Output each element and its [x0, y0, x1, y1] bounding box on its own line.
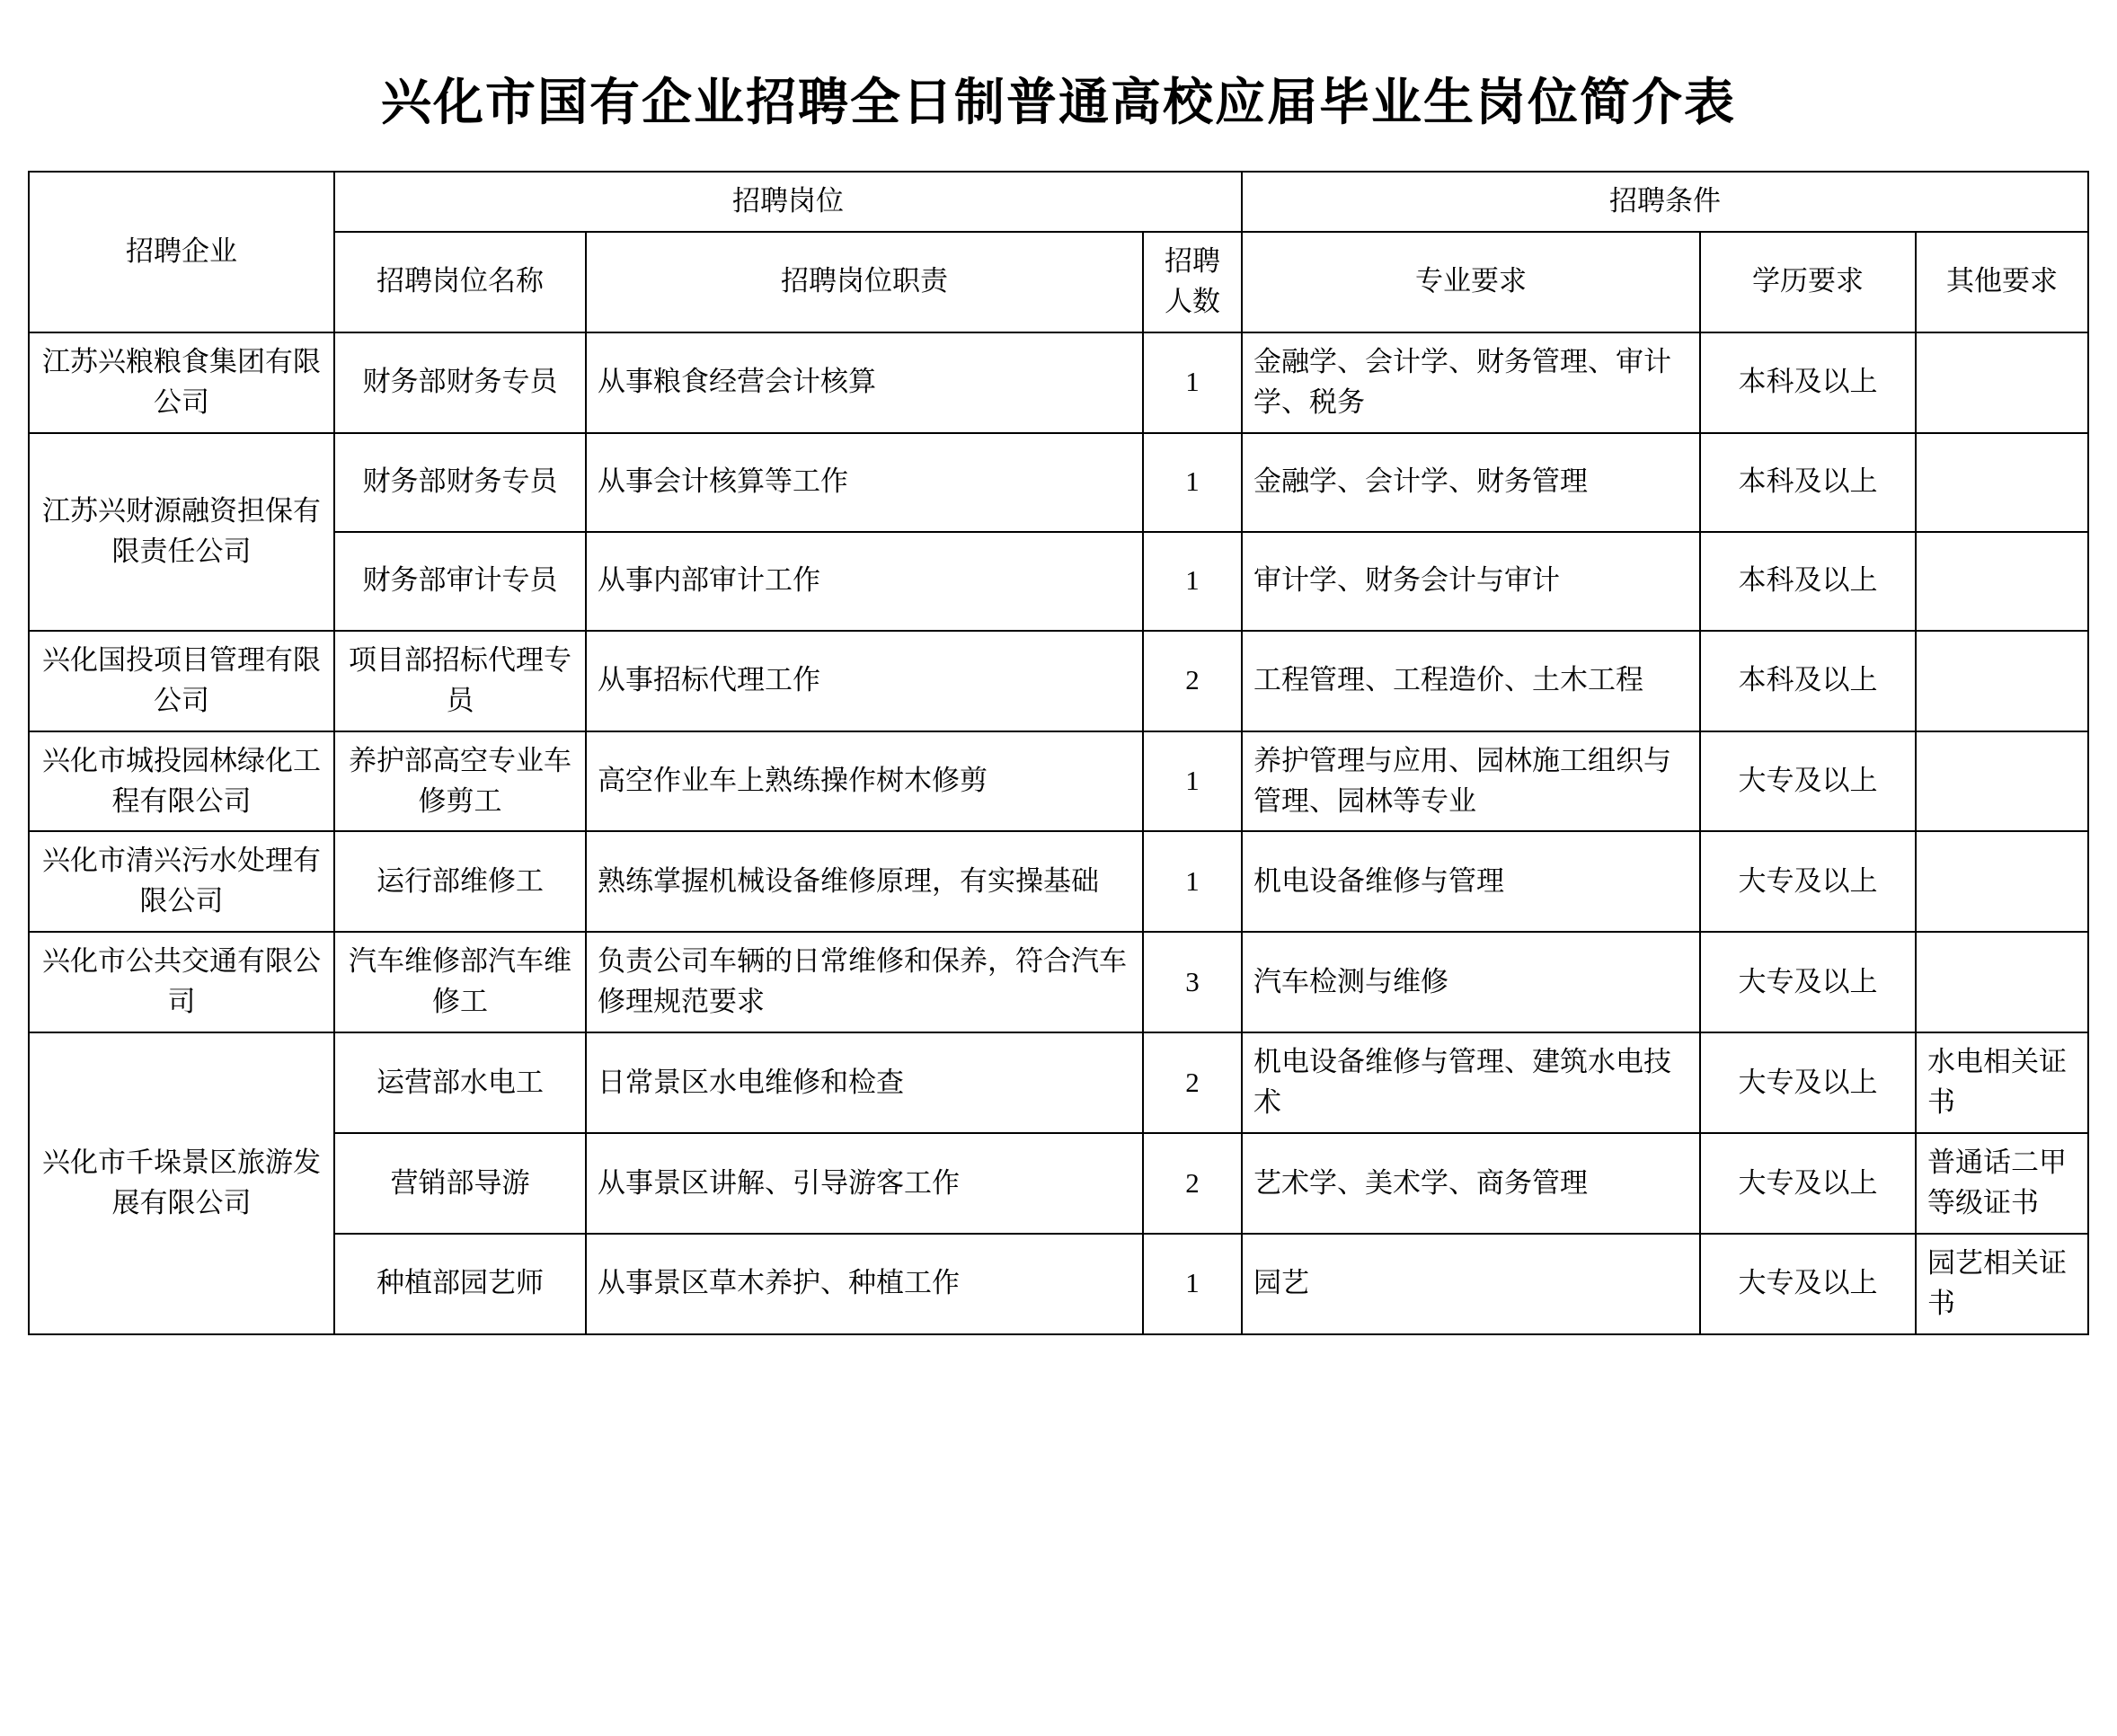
cell-education: 大专及以上: [1700, 1234, 1916, 1334]
table-row: [29, 332, 2088, 433]
cell-post-name: 营销部导游: [334, 1133, 586, 1234]
cell-company: 兴化市千垛景区旅游发展有限公司: [29, 1032, 334, 1334]
cell-other: [1916, 631, 2088, 731]
cell-other: 园艺相关证书: [1916, 1234, 2088, 1334]
cell-post-duty: 负责公司车辆的日常维修和保养，符合汽车修理规范要求: [586, 932, 1143, 1032]
cell-post-name: 运营部水电工: [334, 1032, 586, 1133]
cell-headcount: 1: [1143, 332, 1242, 433]
header-condition-group: 招聘条件: [1242, 172, 2088, 232]
table-header-sub-row: [29, 232, 2088, 332]
cell-post-duty: 从事景区草木养护、种植工作: [586, 1234, 1143, 1334]
header-headcount: 招聘人数: [1143, 232, 1242, 332]
table-row: [29, 1234, 2088, 1334]
cell-post-name: 项目部招标代理专员: [334, 631, 586, 731]
table-row: [29, 631, 2088, 731]
cell-other: [1916, 731, 2088, 832]
cell-post-name: 财务部财务专员: [334, 433, 586, 532]
cell-company: 江苏兴财源融资担保有限责任公司: [29, 433, 334, 631]
header-post-name: 招聘岗位名称: [334, 232, 586, 332]
table-row: [29, 731, 2088, 832]
cell-headcount: 1: [1143, 532, 1242, 631]
cell-headcount: 1: [1143, 1234, 1242, 1334]
cell-other: [1916, 932, 2088, 1032]
cell-major: 审计学、财务会计与审计: [1242, 532, 1700, 631]
cell-headcount: 2: [1143, 631, 1242, 731]
cell-education: 本科及以上: [1700, 532, 1916, 631]
recruitment-table: [28, 171, 2089, 1335]
cell-post-duty: 日常景区水电维修和检查: [586, 1032, 1143, 1133]
cell-post-duty: 熟练掌握机械设备维修原理，有实操基础: [586, 831, 1143, 932]
cell-company: 江苏兴粮粮食集团有限公司: [29, 332, 334, 433]
cell-post-name: 财务部审计专员: [334, 532, 586, 631]
cell-company: 兴化市公共交通有限公司: [29, 932, 334, 1032]
cell-major: 汽车检测与维修: [1242, 932, 1700, 1032]
table-header: [29, 172, 2088, 332]
cell-other: [1916, 532, 2088, 631]
cell-education: 本科及以上: [1700, 433, 1916, 532]
header-post-group: 招聘岗位: [334, 172, 1242, 232]
cell-post-duty: 从事招标代理工作: [586, 631, 1143, 731]
cell-education: 本科及以上: [1700, 332, 1916, 433]
cell-major: 工程管理、工程造价、土木工程: [1242, 631, 1700, 731]
cell-education: 大专及以上: [1700, 731, 1916, 832]
header-education: 学历要求: [1700, 232, 1916, 332]
cell-post-duty: 从事内部审计工作: [586, 532, 1143, 631]
cell-post-name: 运行部维修工: [334, 831, 586, 932]
cell-headcount: 1: [1143, 433, 1242, 532]
cell-post-name: 种植部园艺师: [334, 1234, 586, 1334]
cell-major: 园艺: [1242, 1234, 1700, 1334]
cell-post-duty: 从事会计核算等工作: [586, 433, 1143, 532]
cell-post-duty: 高空作业车上熟练操作树木修剪: [586, 731, 1143, 832]
table-row: [29, 831, 2088, 932]
cell-headcount: 2: [1143, 1032, 1242, 1133]
table-header-group-row: [29, 172, 2088, 232]
cell-other: [1916, 433, 2088, 532]
cell-other: 普通话二甲等级证书: [1916, 1133, 2088, 1234]
cell-post-name: 养护部高空专业车修剪工: [334, 731, 586, 832]
page-title: 兴化市国有企业招聘全日制普通高校应届毕业生岗位简介表: [381, 75, 1736, 131]
cell-headcount: 1: [1143, 731, 1242, 832]
cell-company: 兴化市城投园林绿化工程有限公司: [29, 731, 334, 832]
cell-company: 兴化市清兴污水处理有限公司: [29, 831, 334, 932]
table-row: [29, 433, 2088, 532]
cell-other: [1916, 831, 2088, 932]
cell-post-name: 汽车维修部汽车维修工: [334, 932, 586, 1032]
cell-education: 大专及以上: [1700, 1133, 1916, 1234]
table-row: [29, 1032, 2088, 1133]
cell-other: 水电相关证书: [1916, 1032, 2088, 1133]
cell-education: 大专及以上: [1700, 1032, 1916, 1133]
cell-education: 大专及以上: [1700, 932, 1916, 1032]
cell-education: 大专及以上: [1700, 831, 1916, 932]
header-post-duty: 招聘岗位职责: [586, 232, 1143, 332]
table-body: [29, 332, 2088, 1334]
table-row: [29, 532, 2088, 631]
cell-major: 养护管理与应用、园林施工组织与管理、园林等专业: [1242, 731, 1700, 832]
header-major: 专业要求: [1242, 232, 1700, 332]
cell-headcount: 2: [1143, 1133, 1242, 1234]
cell-post-name: 财务部财务专员: [334, 332, 586, 433]
table-row: [29, 1133, 2088, 1234]
header-company: 招聘企业: [29, 172, 334, 332]
cell-major: 艺术学、美术学、商务管理: [1242, 1133, 1700, 1234]
cell-education: 本科及以上: [1700, 631, 1916, 731]
cell-major: 机电设备维修与管理: [1242, 831, 1700, 932]
cell-headcount: 1: [1143, 831, 1242, 932]
cell-major: 机电设备维修与管理、建筑水电技术: [1242, 1032, 1700, 1133]
header-other: 其他要求: [1916, 232, 2088, 332]
cell-post-duty: 从事粮食经营会计核算: [586, 332, 1143, 433]
cell-major: 金融学、会计学、财务管理: [1242, 433, 1700, 532]
table-row: [29, 932, 2088, 1032]
cell-other: [1916, 332, 2088, 433]
cell-major: 金融学、会计学、财务管理、审计学、税务: [1242, 332, 1700, 433]
cell-company: 兴化国投项目管理有限公司: [29, 631, 334, 731]
cell-headcount: 3: [1143, 932, 1242, 1032]
cell-post-duty: 从事景区讲解、引导游客工作: [586, 1133, 1143, 1234]
